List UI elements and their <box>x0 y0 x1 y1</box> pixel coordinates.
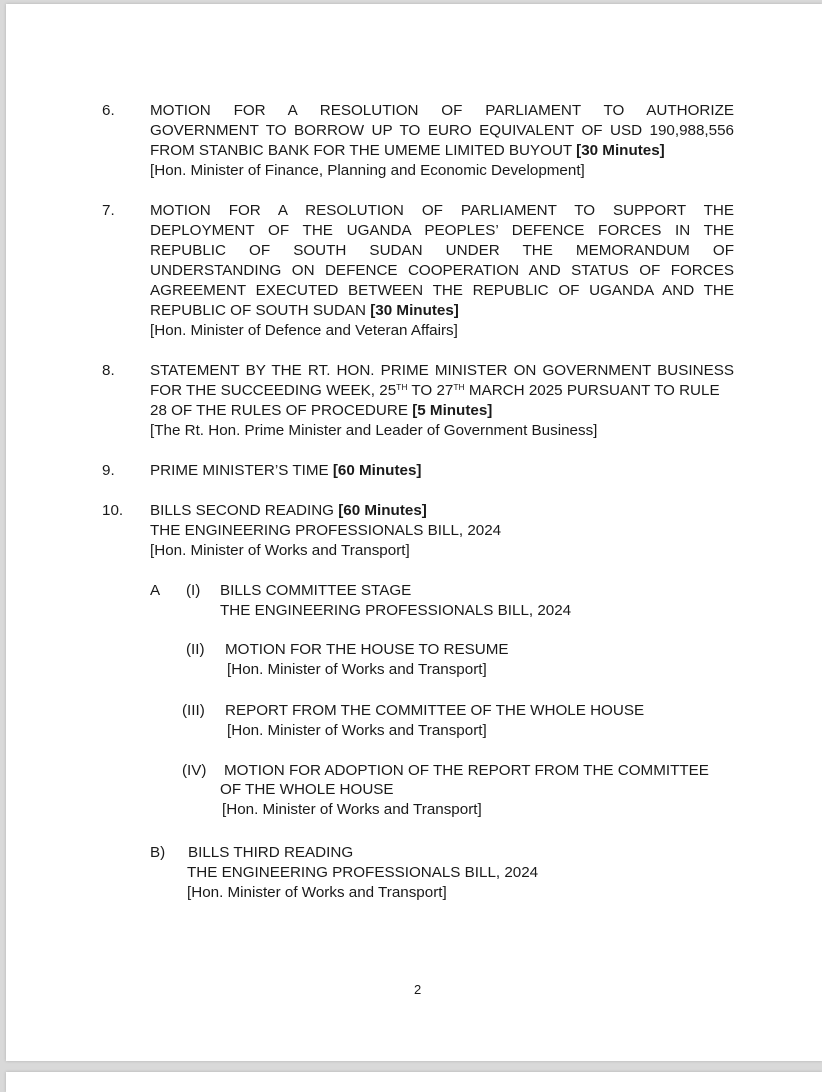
item-duration: [60 Minutes] <box>338 502 427 519</box>
sub-roman: (IV) <box>182 762 207 779</box>
bill-title: THE ENGINEERING PROFESSIONALS BILL, 2024 <box>150 522 502 539</box>
sub-step-detail: [Hon. Minister of Works and Transport] <box>227 661 487 678</box>
item-presenter: [Hon. Minister of Defence and Veteran Affairs] <box>150 322 458 339</box>
sub-step-title: BILLS THIRD READING <box>188 844 354 861</box>
item-number: 9. <box>102 462 115 479</box>
sub-roman: (I) <box>186 582 201 599</box>
sub-letter: A <box>150 582 161 599</box>
item-number: 6. <box>102 102 115 119</box>
sub-roman: (II) <box>186 641 205 658</box>
item-presenter: [The Rt. Hon. Prime Minister and Leader of Government Business] <box>150 422 598 439</box>
item-duration: [30 Minutes] <box>370 302 459 319</box>
item-presenter: [Hon. Minister of Works and Transport] <box>150 542 410 559</box>
sub-step-title: MOTION FOR ADOPTION OF THE REPORT FROM THE COMMITTEE <box>224 762 709 779</box>
item-number: 7. <box>102 202 115 219</box>
item-text-line: FOR THE SUCCEEDING WEEK, 25TH TO 27TH MARCH 2025 PURSUANT TO RULE <box>150 382 720 399</box>
item-text-line: FROM STANBIC BANK FOR THE UMEME LIMITED BUYOUT [30 Minutes] <box>150 142 665 159</box>
sub-step-title: BILLS COMMITTEE STAGE <box>220 582 412 599</box>
item-text-line: BILLS SECOND READING [60 Minutes] <box>150 502 427 519</box>
item-duration: [5 Minutes] <box>412 402 493 419</box>
item-text-line: MOTION FOR A RESOLUTION OF PARLIAMENT TO AUTHORIZE <box>150 102 734 119</box>
item-text-line: PRIME MINISTER’S TIME [60 Minutes] <box>150 462 422 479</box>
item-text-line: 28 OF THE RULES OF PROCEDURE [5 Minutes] <box>150 402 493 419</box>
item-number: 8. <box>102 362 115 379</box>
sub-step-detail: [Hon. Minister of Works and Transport] <box>227 722 487 739</box>
sub-roman: (III) <box>182 702 205 719</box>
next-page-edge <box>6 1072 822 1092</box>
sub-step-title: MOTION FOR THE HOUSE TO RESUME <box>225 641 509 658</box>
item-text-line: REPUBLIC OF SOUTH SUDAN UNDER THE MEMORANDUM OF <box>150 242 734 259</box>
item-text-line: STATEMENT BY THE RT. HON. PRIME MINISTER ON GOVERNMENT BUSINESS <box>150 362 734 379</box>
item-number: 10. <box>102 502 124 519</box>
sub-step-detail: [Hon. Minister of Works and Transport] <box>222 801 482 818</box>
item-text-line: MOTION FOR A RESOLUTION OF PARLIAMENT TO SUPPORT THE <box>150 202 734 219</box>
item-presenter: [Hon. Minister of Finance, Planning and Economic Development] <box>150 162 585 179</box>
page-number: 2 <box>414 982 422 997</box>
item-text-line: REPUBLIC OF SOUTH SUDAN [30 Minutes] <box>150 302 459 319</box>
sub-letter: B) <box>150 844 166 861</box>
item-duration: [30 Minutes] <box>576 142 665 159</box>
sub-step-title: OF THE WHOLE HOUSE <box>220 781 394 798</box>
item-text-line: AGREEMENT EXECUTED BETWEEN THE REPUBLIC OF UGANDA AND THE <box>150 282 734 299</box>
item-text-line: DEPLOYMENT OF THE UGANDA PEOPLES’ DEFENCE FORCES IN THE <box>150 222 734 239</box>
sub-step-title: REPORT FROM THE COMMITTEE OF THE WHOLE HOUSE <box>225 702 645 719</box>
item-text-line: GOVERNMENT TO BORROW UP TO EURO EQUIVALENT OF USD 190,988,556 <box>150 122 734 139</box>
item-text-line: UNDERSTANDING ON DEFENCE COOPERATION AND STATUS OF FORCES <box>150 262 734 279</box>
sub-step-detail: THE ENGINEERING PROFESSIONALS BILL, 2024 <box>220 602 572 619</box>
bill-title: THE ENGINEERING PROFESSIONALS BILL, 2024 <box>187 864 539 881</box>
item-presenter: [Hon. Minister of Works and Transport] <box>187 884 447 901</box>
item-duration: [60 Minutes] <box>332 462 422 479</box>
